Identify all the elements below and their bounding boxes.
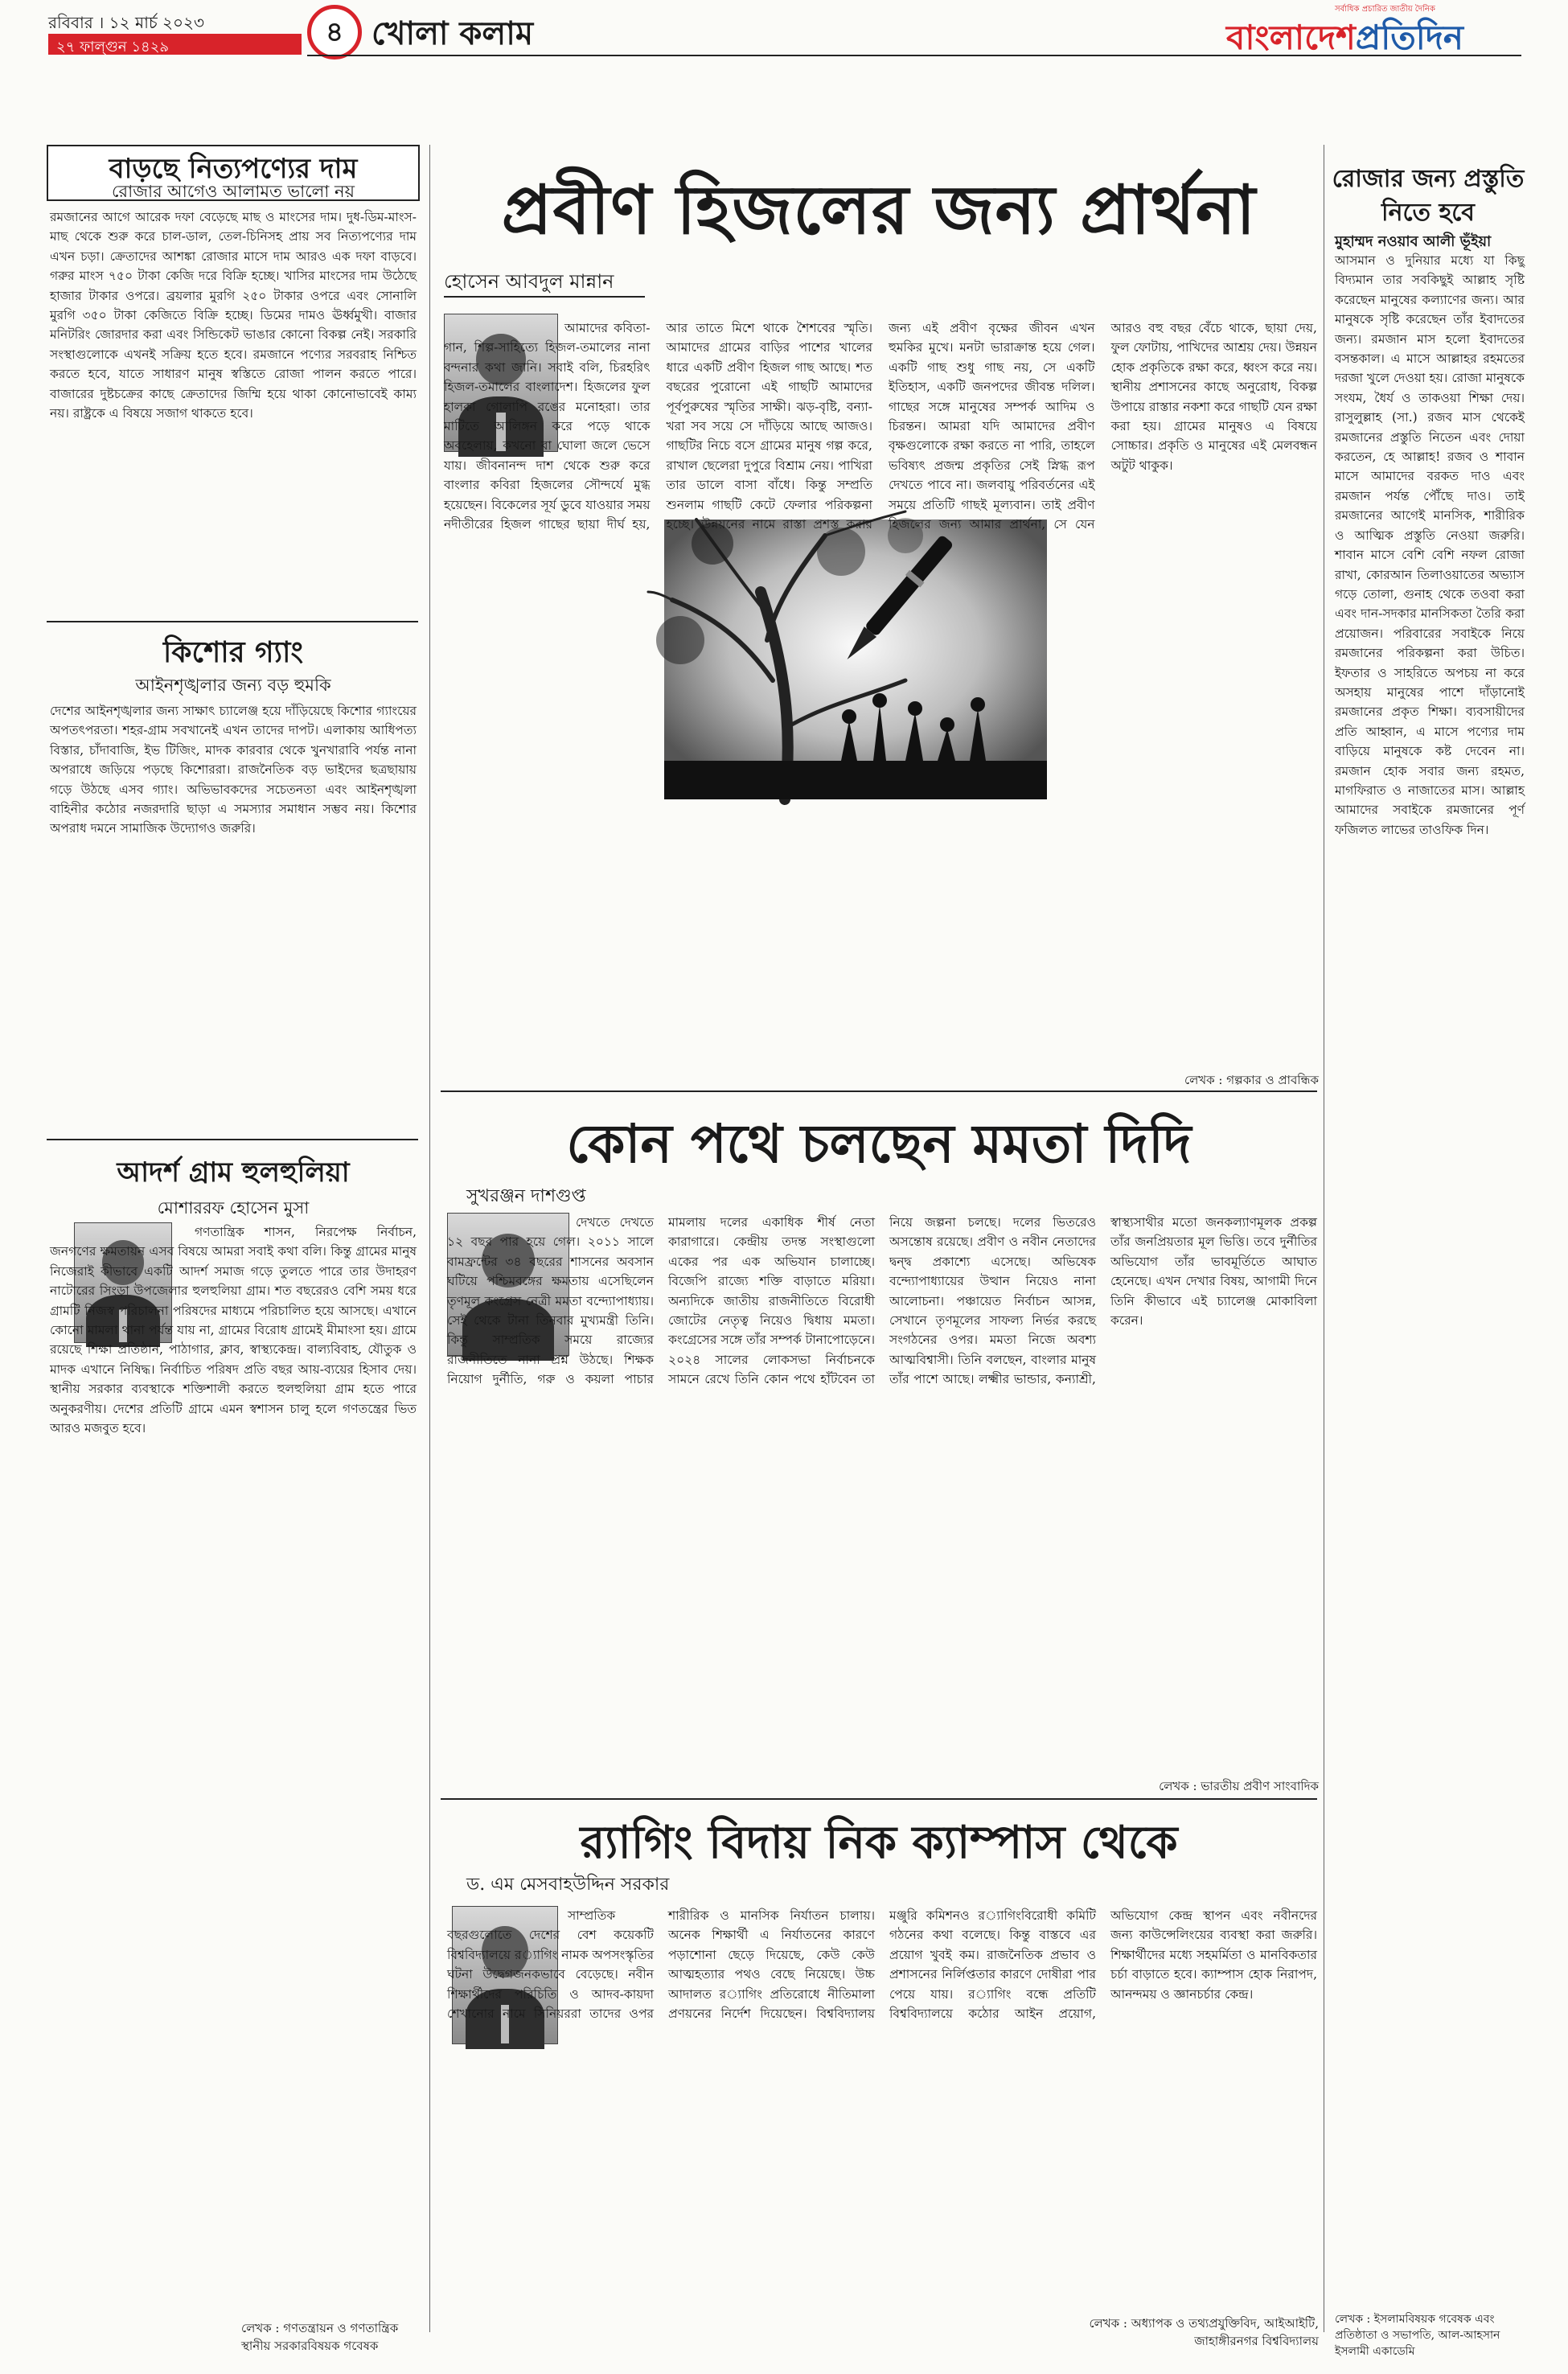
page-number-badge bbox=[307, 5, 362, 60]
masthead-date: রবিবার । ১২ মার্চ ২০২৩ bbox=[48, 13, 205, 32]
village-byline: মোশাররফ হোসেন মুসা bbox=[157, 1198, 310, 1218]
page-number: ৪ bbox=[325, 16, 344, 48]
paper-logo bbox=[1226, 11, 1463, 68]
roja-body: আসমান ও দুনিয়ার মধ্যে যা কিছু বিদ্যমান তার সবকিছুই আল্লাহ সৃষ্টি করেছেন মানুষের কল্যাণের জন্য। আর মানুষকে সৃষ্টি করেছেন তাঁর ইবাদতের জন্য। রমজান মাস হলো ইবাদতের বসন্তকাল। এ মাসে আল্লাহর রহমতের দরজা খুলে দেওয়া হয়। রোজা মানুষকে সংযম, ধৈর্য ও তাকওয়া শিক্ষা দেয়। রাসুলুল্লাহ (সা.) রজব মাস থেকেই রমজানের প্রস্তুতি নিতেন এবং দোয়া করতেন, হে আল্লাহ! রজব ও শাবান মাসে আমাদের বরকত দাও এবং রমজান পর্যন্ত পৌঁছে দাও। তাই রমজানের আগেই মানসিক, শারীরিক ও আত্মিক প্রস্তুতি নেওয়া জরুরি। শাবান মাসে বেশি বেশি নফল রোজা রাখা, কোরআন তিলাওয়াতের অভ্যাস গড়ে তোলা, গুনাহ থেকে তওবা করা এবং দান-সদকার মানসিকতা তৈরি করা প্রয়োজন। পরিবারের সবাইকে নিয়ে রমজানের পরিকল্পনা করা উচিত। ইফতার ও সাহরিতে অপচয় না করে অসহায় মানুষের পাশে দাঁড়ানোই রমজানের প্রকৃত শিক্ষা। ব্যবসায়ীদের প্রতি আহ্বান, এ মাসে পণ্যের দাম বাড়িয়ে মানুষকে কষ্ট দেবেন না। রমজান হোক সবার জন্য রহমত, মাগফিরাত ও নাজাতের মাস। আল্লাহ আমাদের সবাইকে রমজানের পূর্ণ ফজিলত লাভের তাওফিক দিন। bbox=[1335, 253, 1529, 837]
village-footer: লেখক : গণতন্ত্রায়ন ও গণতান্ত্রিক স্থানীয় সরকারবিষয়ক গবেষক bbox=[241, 2321, 399, 2353]
hijol-title: প্রবীণ হিজলের জন্য প্রার্থনা bbox=[501, 170, 1257, 249]
ragging-rule-top bbox=[441, 1798, 1317, 1800]
mamata-title: কোন পথে চলছেন মমতা দিদি bbox=[566, 1112, 1192, 1175]
paper-logo-part2: প্রতিদিন bbox=[1355, 18, 1463, 57]
hijol-byline: হোসেন আবদুল মান্নান bbox=[444, 270, 614, 293]
prices-title: বাড়ছে নিত্যপণ্যের দাম bbox=[109, 153, 358, 185]
mamata-byline: সুখরঞ্জন দাশগুপ্ত bbox=[466, 1186, 586, 1206]
hijol-footer: লেখক : গল্পকার ও প্রাবন্ধিক bbox=[1184, 1073, 1319, 1087]
section-title: খোলা কলাম bbox=[371, 15, 534, 52]
village-body: গণতান্ত্রিক শাসন, নিরপেক্ষ নির্বাচন, জনগণের ক্ষমতায়ন এসব বিষয়ে আমরা সবাই কথা বলি। কিন্তু গ্রামের মানুষ নিজেরাই কীভাবে একটি আদর্শ সমাজ গড়ে তুলতে পারে তার উদাহরণ নাটোরের সিংড়া উপজেলার হুলহুলিয়া গ্রাম। শত বছরেরও বেশি সময় ধরে গ্রামটি নিজস্ব পরিচালনা পরিষদের মাধ্যমে পরিচালিত হয়ে আসছে। এখানে কোনো মামলা থানা পর্যন্ত যায় না, গ্রামের বিরোধ গ্রামেই মীমাংসা হয়। গ্রামে রয়েছে শিক্ষা প্রতিষ্ঠান, পাঠাগার, ক্লাব, স্বাস্থ্যকেন্দ্র। বাল্যবিবাহ, যৌতুক ও মাদক এখানে নিষিদ্ধ। নির্বাচিত পরিষদ প্রতি বছর আয়-ব্যয়ের হিসাব দেয়। স্থানীয় সরকার ব্যবস্থাকে শক্তিশালী করতে হুলহুলিয়া গ্রাম হতে পারে অনুকরণীয়। দেশের প্রতিটি গ্রামে এমন স্বশাসন চালু হলে গণতন্ত্রের ভিত আরও মজবুত হবে। bbox=[50, 1225, 421, 1436]
hijol-byline-rule bbox=[444, 296, 645, 298]
ragging-byline: ড. এম মেসবাহউদ্দিন সরকার bbox=[466, 1875, 670, 1895]
ragging-footer: লেখক : অধ্যাপক ও তথ্যপ্রযুক্তিবিদ, আইআইটি, জাহাঙ্গীরনগর বিশ্ববিদ্যালয় bbox=[1089, 2316, 1319, 2348]
column-rule-left bbox=[429, 145, 430, 2332]
masthead-date-bangla: ২৭ ফাল্গুন ১৪২৯ bbox=[56, 39, 170, 55]
gang-title: কিশোর গ্যাং bbox=[163, 636, 303, 669]
roja-byline: মুহাম্মদ নওয়াব আলী ভূঁইয়া bbox=[1335, 233, 1492, 250]
mamata-body: দেখতে দেখতে ১২ বছর পার হয়ে গেল। ২০১১ সালে বামফ্রন্টের ৩৪ বছরের শাসনের অবসান ঘটিয়ে পশ্চিমবঙ্গের ক্ষমতায় এসেছিলেন তৃণমূল কংগ্রেস নেত্রী মমতা বন্দ্যোপাধ্যায়। সেই থেকে টানা তিনবার মুখ্যমন্ত্রী তিনি। কিন্তু সাম্প্রতিক সময়ে রাজ্যের রাজনীতিতে নানা প্রশ্ন উঠছে। শিক্ষক নিয়োগ দুর্নীতি, গরু ও কয়লা পাচার মামলায় দলের একাধিক শীর্ষ নেতা কারাগারে। কেন্দ্রীয় তদন্ত সংস্থাগুলো একের পর এক অভিযান চালাচ্ছে। বিজেপি রাজ্যে শক্তি বাড়াতে মরিয়া। অন্যদিকে জাতীয় রাজনীতিতে বিরোধী জোটের নেতৃত্ব নিয়েও দ্বিধায় মমতা। কংগ্রেসের সঙ্গে তাঁর সম্পর্ক টানাপোড়েনে। ২০২৪ সালের লোকসভা নির্বাচনকে সামনে রেখে তিনি কোন পথে হাঁটবেন তা নিয়ে জল্পনা চলছে। দলের ভিতরেও অসন্তোষ রয়েছে। প্রবীণ ও নবীন নেতাদের দ্বন্দ্ব প্রকাশ্যে এসেছে। অভিষেক বন্দ্যোপাধ্যায়ের উত্থান নিয়েও নানা আলোচনা। পঞ্চায়েত নির্বাচন আসন্ন, সেখানে তৃণমূলের সাফল্য নির্ভর করছে সংগঠনের ওপর। মমতা নিজে অবশ্য আত্মবিশ্বাসী। তিনি বলছেন, বাংলার মানুষ তাঁর পাশে আছে। লক্ষ্মীর ভান্ডার, কন্যাশ্রী, স্বাস্থ্যসাথীর মতো জনকল্যাণমূলক প্রকল্প তাঁর জনপ্রিয়তার মূল ভিত্তি। তবে দুর্নীতির অভিযোগ তাঁর ভাবমূর্তিতে আঘাত হেনেছে। এখন দেখার বিষয়, আগামী দিনে তিনি কীভাবে এই চ্যালেঞ্জ মোকাবিলা করেন। bbox=[447, 1215, 1321, 1387]
gang-body: দেশের আইনশৃঙ্খলার জন্য সাক্ষাৎ চ্যালেঞ্জ হয়ে দাঁড়িয়েছে কিশোর গ্যাংয়ের অপতৎপরতা। শহর-গ্রাম সবখানেই এখন তাদের দাপট। এলাকায় আধিপত্য বিস্তার, চাঁদাবাজি, ইভ টিজিং, মাদক কারবার থেকে খুনখারাবি পর্যন্ত নানা অপরাধে জড়িয়ে পড়ছে কিশোররা। রাজনৈতিক বড় ভাইদের ছত্রছায়ায় গড়ে উঠছে এসব গ্যাং। অভিভাবকদের সচেতনতা এবং আইনশৃঙ্খলা বাহিনীর কঠোর নজরদারি ছাড়া এ সমস্যার সমাধান সম্ভব নয়। কিশোর অপরাধ দমনে সামাজিক উদ্যোগও জরুরি। bbox=[50, 704, 421, 836]
hijol-body: আমাদের কবিতা-গান, শিল্প-সাহিত্যে হিজল-তমালের নানা বন্দনার কথা জানি। সবাই বলি, চিরহরিৎ হিজল-তমালের বাংলাদেশ। হিজলের ফুল হালকা গোলাপি রঙের মনোহরা। তার মাটিতে আলিঙ্গন করে পড়ে থাকে অবহেলায়, কখনো বা ঘোলা জলে ভেসে যায়। জীবনানন্দ দাশ থেকে শুরু করে বাংলার কবিরা হিজলের সৌন্দর্যে মুগ্ধ হয়েছেন। বিকেলের সূর্য ডুবে যাওয়ার সময় নদীতীরের হিজল গাছের ছায়া দীর্ঘ হয়, আর তাতে মিশে থাকে শৈশবের স্মৃতি। আমাদের গ্রামের বাড়ির পাশের খালের ধারে একটি প্রবীণ হিজল গাছ আছে। শত বছরের পুরোনো এই গাছটি আমাদের পূর্বপুরুষের স্মৃতির সাক্ষী। ঝড়-বৃষ্টি, বন্যা-খরা সব সয়ে সে দাঁড়িয়ে আছে আজও। গাছটির নিচে বসে গ্রামের মানুষ গল্প করে, রাখাল ছেলেরা দুপুরে বিশ্রাম নেয়। পাখিরা তার ডালে বাসা বাঁধে। কিন্তু সম্প্রতি শুনলাম গাছটি কেটে ফেলার পরিকল্পনা হচ্ছে। উন্নয়নের নামে রাস্তা প্রশস্ত করার জন্য এই প্রবীণ বৃক্ষের জীবন এখন হুমকির মুখে। মনটা ভারাক্রান্ত হয়ে গেল। একটি গাছ শুধু গাছ নয়, সে একটি ইতিহাস, একটি জনপদের জীবন্ত দলিল। গাছের সঙ্গে মানুষের সম্পর্ক আদিম ও চিরন্তন। আমরা যদি আমাদের প্রবীণ বৃক্ষগুলোকে রক্ষা করতে না পারি, তাহলে ভবিষ্যৎ প্রজন্ম প্রকৃতির সেই স্নিগ্ধ রূপ দেখতে পাবে না। জলবায়ু পরিবর্তনের এই সময়ে প্রতিটি গাছই মূল্যবান। তাই প্রবীণ হিজলের জন্য আমার প্রার্থনা, সে যেন আরও বহু বছর বেঁচে থাকে, ছায়া দেয়, ফুল ফোটায়, পাখিদের আশ্রয় দেয়। উন্নয়ন হোক প্রকৃতিকে রক্ষা করে, ধ্বংস করে নয়। স্থানীয় প্রশাসনের কাছে অনুরোধ, বিকল্প উপায়ে রাস্তার নকশা করে গাছটি যেন রক্ষা করা হয়। গ্রামের মানুষও এ বিষয়ে সোচ্চার। প্রকৃতি ও মানুষের এই মেলবন্ধন অটুট থাকুক। bbox=[444, 321, 1321, 532]
prices-body: রমজানের আগে আরেক দফা বেড়েছে মাছ ও মাংসের দাম। দুধ-ডিম-মাংস-মাছ থেকে শুরু করে চাল-ডাল, তেল-চিনিসহ প্রায় সব নিত্যপণ্যের দাম এখন চড়া। ক্রেতাদের আশঙ্কা রোজার মাসে দাম আরও এক দফা বাড়বে। গরুর মাংস ৭৫০ টাকা কেজি দরে বিক্রি হচ্ছে। খাসির মাংসের দাম উঠেছে হাজার টাকার ওপরে। ব্রয়লার মুরগি ২৫০ টাকার ওপরে এবং সোনালি মুরগি ৩৫০ টাকা কেজিতে বিক্রি হচ্ছে। ডিমের দামও ঊর্ধ্বমুখী। বাজার মনিটরিং জোরদার করা এবং সিন্ডিকেট ভাঙার কোনো বিকল্প নেই। সরকারি সংস্থাগুলোকে এখনই সক্রিয় হতে হবে। রমজানে পণ্যের সরবরাহ নিশ্চিত করতে হবে, যাতে সাধারণ মানুষ স্বস্তিতে রোজা পালন করতে পারে। বাজারের দুষ্টচক্রের কাছে ক্রেতাদের জিম্মি হয়ে থাকা কোনোভাবেই কাম্য নয়। রাষ্ট্রকে এ বিষয়ে সজাগ থাকতে হবে। bbox=[50, 210, 421, 421]
ragging-body: সাম্প্রতিক বছরগুলোতে দেশের বেশ কয়েকটি বিশ্ববিদ্যালয়ে র‌্যাগিং নামক অপসংস্কৃতির ঘটনা উদ্বেগজনকভাবে বেড়েছে। নবীন শিক্ষার্থীদের পরিচিতি ও আদব-কায়দা শেখানোর নামে সিনিয়ররা তাদের ওপর শারীরিক ও মানসিক নির্যাতন চালায়। অনেক শিক্ষার্থী এ নির্যাতনের কারণে পড়াশোনা ছেড়ে দিয়েছে, কেউ কেউ আত্মহত্যার পথও বেছে নিয়েছে। উচ্চ আদালত র‌্যাগিং প্রতিরোধে নীতিমালা প্রণয়নের নির্দেশ দিয়েছেন। বিশ্ববিদ্যালয় মঞ্জুরি কমিশনও র‌্যাগিংবিরোধী কমিটি গঠনের কথা বলেছে। কিন্তু বাস্তবে এর প্রয়োগ খুবই কম। রাজনৈতিক প্রভাব ও প্রশাসনের নির্লিপ্ততার কারণে দোষীরা পার পেয়ে যায়। র‌্যাগিং বন্ধে প্রতিটি বিশ্ববিদ্যালয়ে কঠোর আইন প্রয়োগ, অভিযোগ কেন্দ্র স্থাপন এবং নবীনদের জন্য কাউন্সেলিংয়ের ব্যবস্থা করা জরুরি। শিক্ষার্থীদের মধ্যে সহমর্মিতা ও মানবিকতার চর্চা বাড়াতে হবে। ক্যাম্পাস হোক নিরাপদ, আনন্দময় ও জ্ঞানচর্চার কেন্দ্র। bbox=[447, 1908, 1321, 2022]
mamata-rule-top bbox=[441, 1090, 1317, 1092]
village-title: আদর্শ গ্রাম হুলহুলিয়া bbox=[117, 1156, 350, 1189]
ragging-title: র‌্যাগিং বিদায় নিক ক্যাম্পাস থেকে bbox=[580, 1816, 1178, 1869]
village-rule-top bbox=[47, 1139, 418, 1140]
roja-footer: লেখক : ইসলামবিষয়ক গবেষক এবং প্রতিষ্ঠাতা ও সভাপতি, আল-আহসান ইসলামী একাডেমি bbox=[1335, 2313, 1500, 2358]
roja-title-line2: নিতে হবে bbox=[1381, 199, 1475, 227]
gang-subtitle: আইনশৃঙ্খলার জন্য বড় হুমকি bbox=[135, 676, 331, 695]
prices-subtitle: রোজার আগেও আলামত ভালো নয় bbox=[112, 182, 355, 201]
roja-title-line1: রোজার জন্য প্রস্তুতি bbox=[1332, 165, 1525, 193]
mamata-footer: লেখক : ভারতীয় প্রবীণ সাংবাদিক bbox=[1159, 1779, 1319, 1793]
gang-rule-top bbox=[47, 621, 418, 622]
paper-logo-part1: বাংলাদেশ bbox=[1226, 18, 1356, 57]
paper-tagline: সর্বাধিক প্রচারিত জাতীয় দৈনিক bbox=[1335, 5, 1435, 14]
